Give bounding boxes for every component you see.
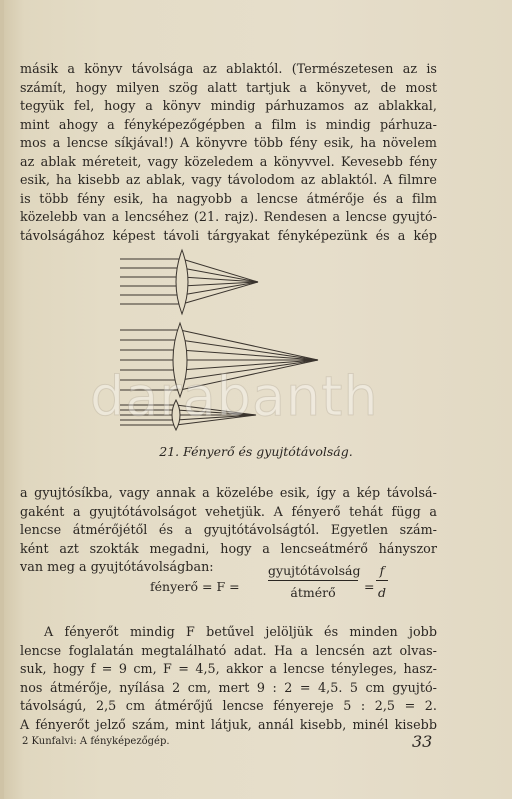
formula-numerator: gyujtótávolság (268, 563, 358, 581)
text-line: esik, ha kisebb az ablak, vagy távolodom az ablaktól. A filmre (20, 172, 437, 187)
footer-signature: 2 Kunfalvi: A fényképezőgép. (22, 736, 170, 747)
text-line: gaként a gyujtótávolságot vehetjük. A fényerő tehát függ a (20, 503, 437, 519)
text-line: számít, hogy milyen szög alatt tartjuk a könyvet, de most (20, 79, 437, 95)
text-line: távolságához képest távoli tárgyakat fényképezünk és a kép (20, 227, 437, 243)
formula-fraction (268, 563, 361, 600)
text-line: suk, hogy f = 9 cm, F = 4,5, akkor a lencse tényleges, hasz- (20, 661, 437, 676)
formula-fraction-fd (376, 563, 388, 600)
formula-d: d (377, 585, 386, 600)
formula-equals: = (364, 579, 375, 594)
formula-denominator: átmérő (290, 585, 336, 600)
text-line: lencse átmérőjétől és a gyujtótávolságtól. Egyetlen szám- (20, 522, 437, 537)
text-line: ként azt szokták megadni, hogy a lencseátmérő hányszor (20, 540, 437, 556)
text-line: a gyujtósíkba, vagy annak a közelébe esik, így a kép távolsá- (20, 485, 437, 500)
watermark: darabanth (90, 365, 379, 428)
text-line: mint ahogy a fényképezőgépben a film is mindig párhuza- (20, 116, 437, 132)
paragraph-3 (20, 623, 437, 734)
text-line: A fényerőt jelző szám, mint látjuk, annál kisebb, minél kisebb (20, 716, 437, 732)
text-line: nos átmérője, nyílása 2 cm, mert 9 : 2 = 4,5. 5 cm gyujtó- (20, 679, 437, 695)
lens-top-group (120, 250, 258, 314)
text-line: távolságú, 2,5 cm átmérőjű lencse fényereje 5 : 2,5 = 2. (20, 698, 437, 713)
text-line: az ablak méreteit, vagy közeledem a könyvvel. Kevesebb fény (20, 153, 437, 169)
text-line: másik a könyv távolsága az ablaktól. (Természetesen az is (20, 61, 437, 76)
text-line: van meg a gyujtótávolságban: (20, 559, 214, 574)
formula (150, 563, 386, 613)
text-line: A fényerőt mindig F betűvel jelöljük és minden jobb (44, 624, 437, 639)
text-line: közelebb van a lencséhez (21. rajz). Rendesen a lencse gyujtó- (20, 209, 437, 224)
text-line: lencse foglalatán megtalálható adat. Ha a lencsén azt olvas- (20, 642, 437, 658)
formula-f: f (376, 563, 388, 581)
figure-caption: 21. Fényerő és gyujtótávolság. (159, 444, 353, 459)
text-line: is több fény esik, ha nagyobb a lencse átmérője és a film (20, 190, 437, 206)
paragraph-1 (20, 60, 437, 245)
formula-lhs: fényerő = F = (150, 579, 240, 594)
page-number: 33 (412, 732, 433, 751)
text-line: tegyük fel, hogy a könyv mindig párhuzamos az ablakkal, (20, 98, 437, 113)
text-line: mos a lencse síkjával!) A könyvre több fény esik, ha növelem (20, 135, 437, 150)
